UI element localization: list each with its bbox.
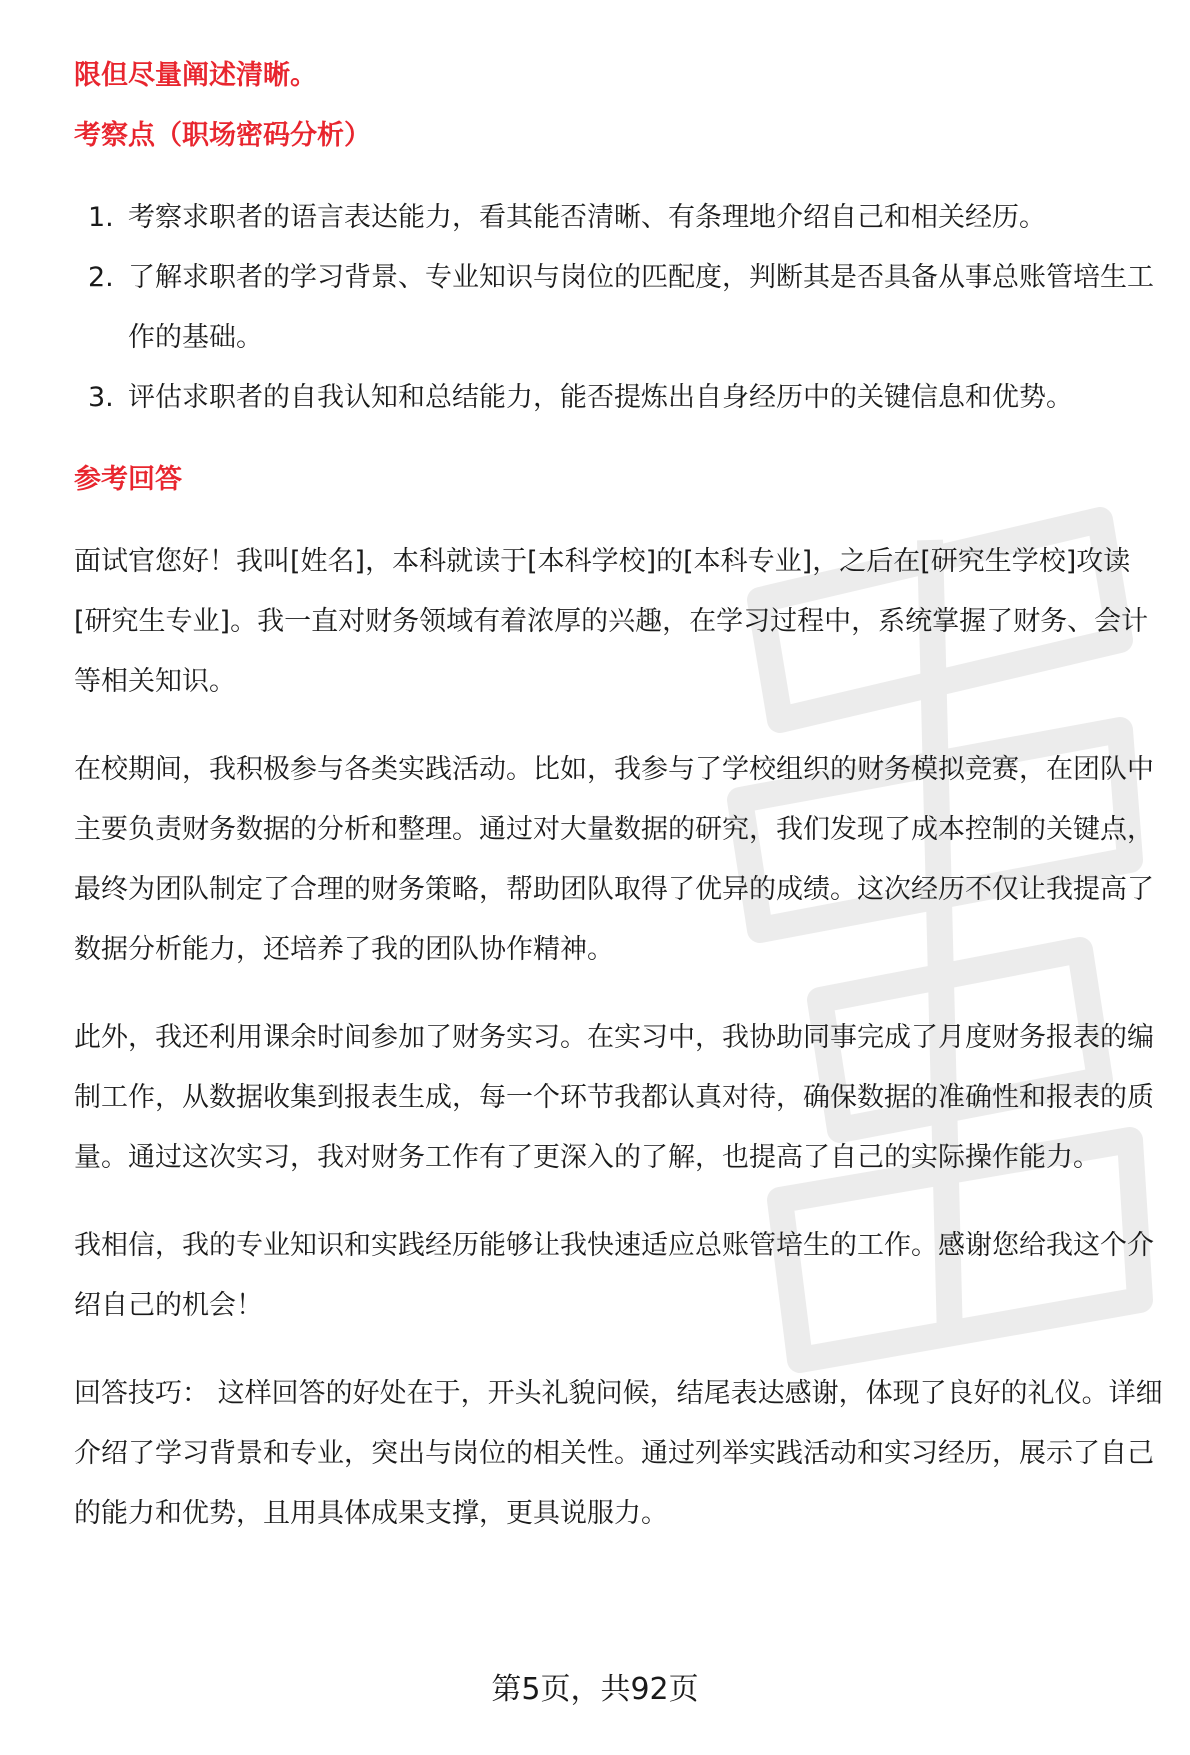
list-item-text: 评估求职者的自我认知和总结能力，能否提炼出自身经历中的关键信息和优势。	[128, 382, 1073, 413]
list-item	[74, 368, 1164, 428]
list-item-number: 2.	[88, 262, 114, 293]
page-number: 第5页，共92页	[491, 1672, 699, 1707]
continuation-text: 限但尽量阐述清晰。	[74, 60, 317, 91]
list-item-number: 1.	[88, 202, 114, 233]
section-title-answer: 参考回答	[74, 464, 182, 495]
list-item-number: 3.	[88, 382, 114, 413]
list-item-text: 考察求职者的语言表达能力，看其能否清晰、有条理地介绍自己和相关经历。	[128, 202, 1046, 233]
answer-paragraph: 在校期间，我积极参与各类实践活动。比如，我参与了学校组织的财务模拟竞赛，在团队中主要负责财务数据的分析和整理。通过对大量数据的研究，我们发现了成本控制的关键点，最终为团队制定了合理的财务策略，帮助团队取得了优异的成绩。这次经历不仅让我提高了数据分析能力，还培养了我的团队协作精神。	[74, 754, 1154, 965]
document-body	[74, 46, 1164, 1544]
answer-paragraph: 我相信，我的专业知识和实践经历能够让我快速适应总账管培生的工作。感谢您给我这个介绍自己的机会！	[74, 1230, 1154, 1321]
list-item-text: 了解求职者的学习背景、专业知识与岗位的匹配度，判断其是否具备从事总账管培生工作的基础。	[128, 262, 1154, 353]
answer-tips-paragraph: 回答技巧： 这样回答的好处在于，开头礼貌问候，结尾表达感谢，体现了良好的礼仪。详细介绍了学习背景和专业，突出与岗位的相关性。通过列举实践活动和实习经历，展示了自己的能力和优势，且用具体成果支撑，更具说服力。	[74, 1378, 1163, 1529]
answer-paragraph: 面试官您好！我叫[姓名]，本科就读于[本科学校]的[本科专业]，之后在[研究生学校]攻读[研究生专业]。我一直对财务领域有着浓厚的兴趣，在学习过程中，系统掌握了财务、会计等相关知识。	[74, 546, 1149, 697]
answer-paragraph: 此外，我还利用课余时间参加了财务实习。在实习中，我协助同事完成了月度财务报表的编制工作，从数据收集到报表生成，每一个环节我都认真对待，确保数据的准确性和报表的质量。通过这次实习，我对财务工作有了更深入的了解，也提高了自己的实际操作能力。	[74, 1022, 1154, 1173]
points-list	[74, 188, 1164, 428]
list-item	[74, 188, 1164, 248]
section-title-points: 考察点（职场密码分析）	[74, 120, 371, 151]
list-item	[74, 248, 1164, 368]
